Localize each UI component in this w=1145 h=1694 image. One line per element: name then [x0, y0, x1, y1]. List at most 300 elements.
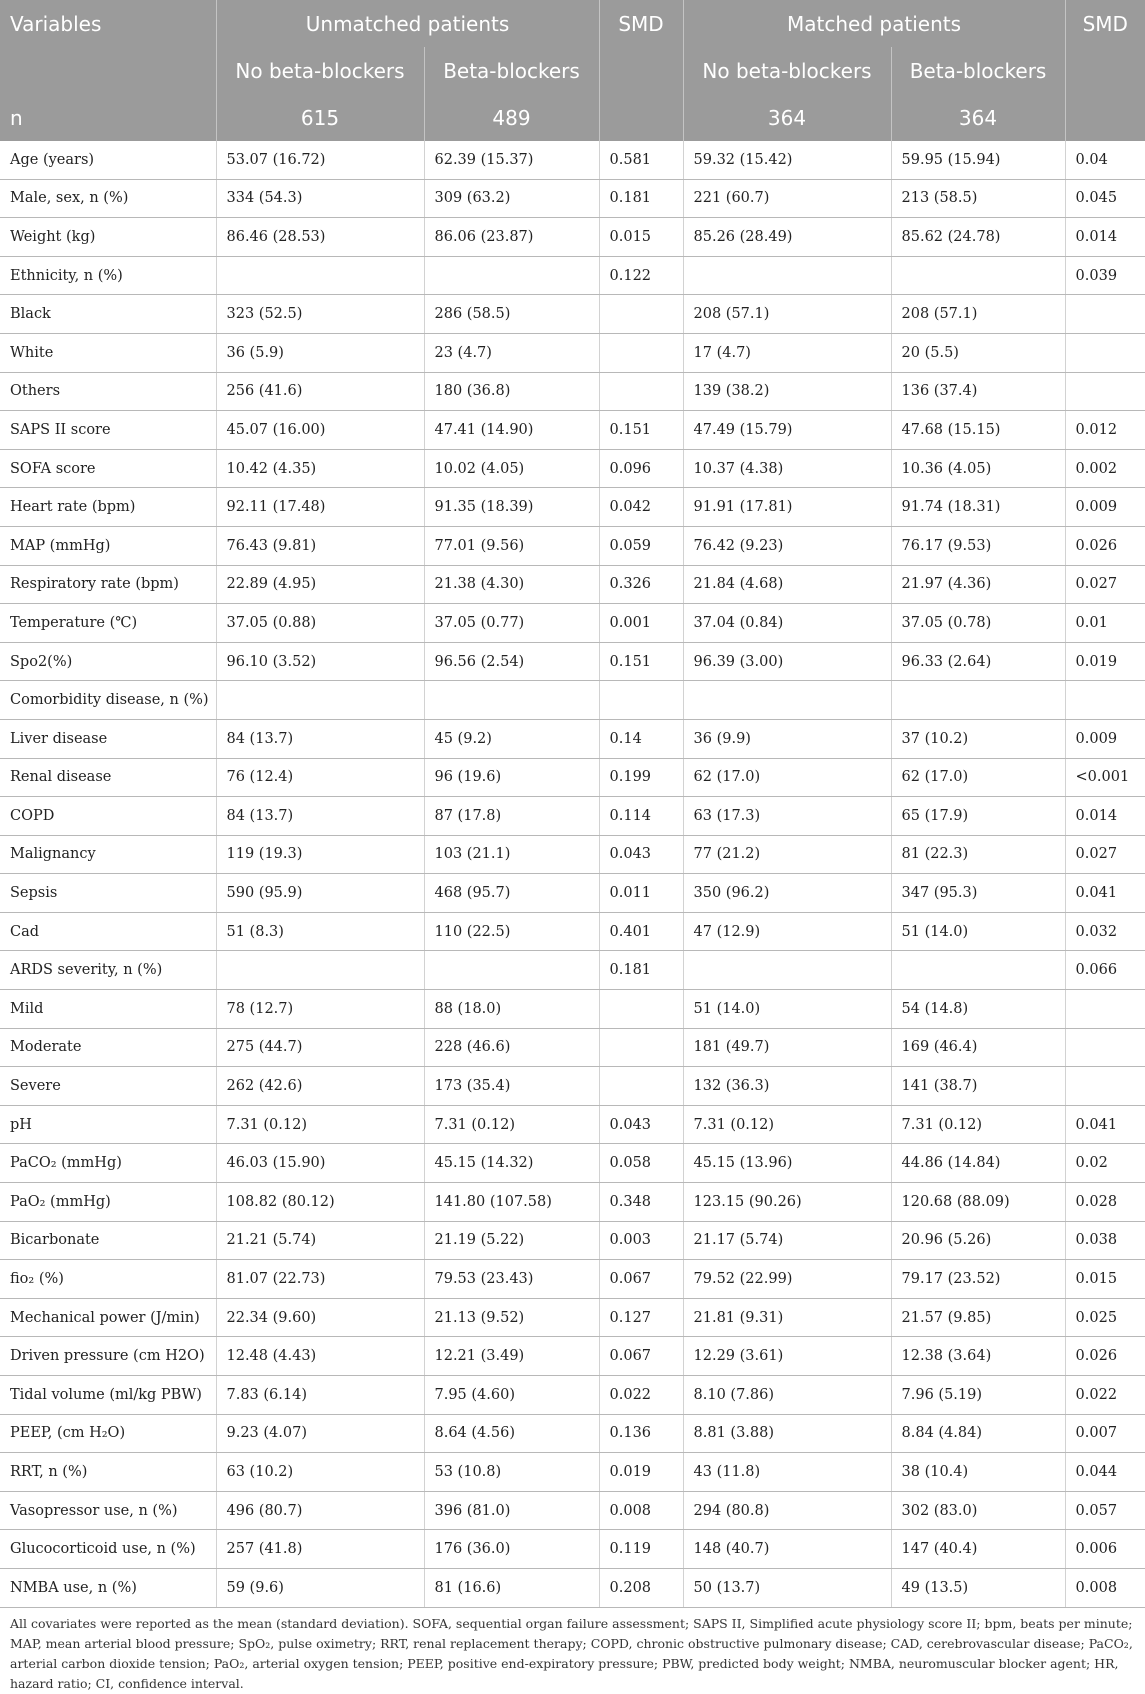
matched-no-bb-value: 62 (17.0) [683, 758, 891, 797]
matched-smd: 0.01 [1065, 604, 1145, 643]
matched-smd [1065, 372, 1145, 411]
unmatched-no-bb-value: 7.31 (0.12) [216, 1105, 424, 1144]
matched-no-bb-value: 63 (17.3) [683, 797, 891, 836]
unmatched-no-bb-value: 59 (9.6) [216, 1568, 424, 1607]
unmatched-smd: 0.181 [599, 951, 683, 990]
unmatched-smd: 0.011 [599, 874, 683, 913]
matched-smd: 0.028 [1065, 1183, 1145, 1222]
table-row [0, 1298, 1145, 1337]
matched-no-bb-value: 77 (21.2) [683, 835, 891, 874]
header-unmatched-no-beta-blockers: No beta-blockers [216, 47, 424, 94]
unmatched-no-bb-value: 22.89 (4.95) [216, 565, 424, 604]
matched-no-bb-value: 8.81 (3.88) [683, 1414, 891, 1453]
unmatched-smd [599, 990, 683, 1029]
table-row [0, 835, 1145, 874]
matched-smd [1065, 1067, 1145, 1106]
unmatched-smd: 0.326 [599, 565, 683, 604]
unmatched-no-bb-value: 84 (13.7) [216, 797, 424, 836]
matched-smd: 0.008 [1065, 1568, 1145, 1607]
matched-no-bb-value: 21.84 (4.68) [683, 565, 891, 604]
unmatched-no-bb-value: 96.10 (3.52) [216, 642, 424, 681]
matched-smd: 0.044 [1065, 1453, 1145, 1492]
unmatched-bb-value: 7.31 (0.12) [424, 1105, 599, 1144]
unmatched-no-bb-value: 12.48 (4.43) [216, 1337, 424, 1376]
matched-bb-value: 44.86 (14.84) [891, 1144, 1065, 1183]
unmatched-bb-value: 110 (22.5) [424, 912, 599, 951]
matched-smd: 0.009 [1065, 488, 1145, 527]
variable-name: Liver disease [0, 719, 216, 758]
table-row [0, 912, 1145, 951]
unmatched-bb-value: 12.21 (3.49) [424, 1337, 599, 1376]
table-row [0, 874, 1145, 913]
table-row [0, 1067, 1145, 1106]
unmatched-smd: 0.114 [599, 797, 683, 836]
unmatched-smd: 0.059 [599, 526, 683, 565]
unmatched-smd: 0.127 [599, 1298, 683, 1337]
unmatched-bb-value: 468 (95.7) [424, 874, 599, 913]
matched-smd: 0.066 [1065, 951, 1145, 990]
unmatched-smd: 0.022 [599, 1376, 683, 1415]
matched-no-bb-value: 139 (38.2) [683, 372, 891, 411]
unmatched-bb-value: 21.19 (5.22) [424, 1221, 599, 1260]
variable-name: Age (years) [0, 141, 216, 179]
matched-bb-value: 8.84 (4.84) [891, 1414, 1065, 1453]
variable-name: Weight (kg) [0, 218, 216, 257]
variable-name: Ethnicity, n (%) [0, 256, 216, 295]
matched-no-bb-value: 45.15 (13.96) [683, 1144, 891, 1183]
matched-no-bb-value: 79.52 (22.99) [683, 1260, 891, 1299]
matched-bb-value: 47.68 (15.15) [891, 411, 1065, 450]
matched-no-bb-value: 7.31 (0.12) [683, 1105, 891, 1144]
unmatched-bb-value: 21.38 (4.30) [424, 565, 599, 604]
table-row [0, 1414, 1145, 1453]
unmatched-smd: 0.042 [599, 488, 683, 527]
unmatched-no-bb-value: 45.07 (16.00) [216, 411, 424, 450]
header-empty [1065, 94, 1145, 141]
unmatched-smd: 0.151 [599, 411, 683, 450]
unmatched-smd: 0.151 [599, 642, 683, 681]
variable-name: SOFA score [0, 449, 216, 488]
matched-smd: 0.045 [1065, 179, 1145, 218]
table-row [0, 1530, 1145, 1569]
table-header [0, 0, 1145, 141]
unmatched-no-bb-value: 108.82 (80.12) [216, 1183, 424, 1222]
table-footnote: All covariates were reported as the mean (standard deviation). SOFA, sequential organ failure assessment; SAPS II, Simplified acute physiology score II; bpm, beats per minute; MAP, mean arterial blood pressure; SpO₂, pulse oximetry; RRT, renal replacement therapy; COPD, chronic obstructive pulmonary disease; CAD, cerebrovascular disease; PaCO₂, arterial carbon dioxide tension; PaO₂, arterial oxygen tension; PEEP, positive end-expiratory pressure; PBW, predicted body weight; NMBA, neuromuscular blocker agent; HR, hazard ratio; CI, confidence interval. [10, 1615, 1133, 1691]
variable-name: Sepsis [0, 874, 216, 913]
table-row [0, 449, 1145, 488]
variable-name: Bicarbonate [0, 1221, 216, 1260]
table-row [0, 1453, 1145, 1492]
matched-smd: 0.041 [1065, 874, 1145, 913]
variable-name: Others [0, 372, 216, 411]
unmatched-bb-value: 62.39 (15.37) [424, 141, 599, 179]
matched-bb-value: 51 (14.0) [891, 912, 1065, 951]
header-row-groups [0, 0, 1145, 47]
unmatched-no-bb-value: 323 (52.5) [216, 295, 424, 334]
unmatched-bb-value: 88 (18.0) [424, 990, 599, 1029]
table-row [0, 295, 1145, 334]
header-matched-patients: Matched patients [683, 0, 1065, 47]
table-row [0, 681, 1145, 720]
table-row [0, 990, 1145, 1029]
unmatched-no-bb-value: 78 (12.7) [216, 990, 424, 1029]
variable-name: Mild [0, 990, 216, 1029]
matched-no-bb-value [683, 256, 891, 295]
unmatched-no-bb-value: 7.83 (6.14) [216, 1376, 424, 1415]
variable-name: Respiratory rate (bpm) [0, 565, 216, 604]
matched-bb-value: 62 (17.0) [891, 758, 1065, 797]
matched-smd: 0.02 [1065, 1144, 1145, 1183]
matched-no-bb-value: 37.04 (0.84) [683, 604, 891, 643]
unmatched-smd: 0.003 [599, 1221, 683, 1260]
unmatched-bb-value: 309 (63.2) [424, 179, 599, 218]
matched-smd: 0.041 [1065, 1105, 1145, 1144]
matched-no-bb-value: 59.32 (15.42) [683, 141, 891, 179]
matched-bb-value: 81 (22.3) [891, 835, 1065, 874]
variable-name: White [0, 333, 216, 372]
unmatched-no-bb-value: 84 (13.7) [216, 719, 424, 758]
variable-name: Glucocorticoid use, n (%) [0, 1530, 216, 1569]
unmatched-bb-value: 53 (10.8) [424, 1453, 599, 1492]
unmatched-no-bb-value: 76.43 (9.81) [216, 526, 424, 565]
matched-smd: 0.057 [1065, 1491, 1145, 1530]
matched-no-bb-value [683, 951, 891, 990]
matched-smd [1065, 333, 1145, 372]
unmatched-no-bb-value: 21.21 (5.74) [216, 1221, 424, 1260]
matched-no-bb-value: 76.42 (9.23) [683, 526, 891, 565]
unmatched-no-bb-value: 53.07 (16.72) [216, 141, 424, 179]
table-row [0, 758, 1145, 797]
variable-name: SAPS II score [0, 411, 216, 450]
matched-bb-value: 76.17 (9.53) [891, 526, 1065, 565]
variable-name: Vasopressor use, n (%) [0, 1491, 216, 1530]
matched-bb-value: 38 (10.4) [891, 1453, 1065, 1492]
unmatched-smd [599, 295, 683, 334]
unmatched-no-bb-value [216, 256, 424, 295]
matched-bb-value: 91.74 (18.31) [891, 488, 1065, 527]
matched-bb-value: 302 (83.0) [891, 1491, 1065, 1530]
unmatched-smd: 0.14 [599, 719, 683, 758]
matched-bb-value: 147 (40.4) [891, 1530, 1065, 1569]
header-smd-matched: SMD [1065, 0, 1145, 47]
unmatched-no-bb-value: 76 (12.4) [216, 758, 424, 797]
header-unmatched-patients: Unmatched patients [216, 0, 599, 47]
variable-name: RRT, n (%) [0, 1453, 216, 1492]
table-row [0, 951, 1145, 990]
unmatched-no-bb-value: 590 (95.9) [216, 874, 424, 913]
unmatched-smd [599, 372, 683, 411]
unmatched-no-bb-value: 496 (80.7) [216, 1491, 424, 1530]
unmatched-bb-value: 37.05 (0.77) [424, 604, 599, 643]
variable-name: Renal disease [0, 758, 216, 797]
matched-bb-value: 96.33 (2.64) [891, 642, 1065, 681]
table-row [0, 1337, 1145, 1376]
unmatched-smd: 0.181 [599, 179, 683, 218]
unmatched-bb-value [424, 951, 599, 990]
unmatched-no-bb-value: 334 (54.3) [216, 179, 424, 218]
unmatched-bb-value: 81 (16.6) [424, 1568, 599, 1607]
matched-bb-value: 65 (17.9) [891, 797, 1065, 836]
matched-smd: 0.025 [1065, 1298, 1145, 1337]
matched-bb-value: 208 (57.1) [891, 295, 1065, 334]
unmatched-no-bb-value: 81.07 (22.73) [216, 1260, 424, 1299]
unmatched-smd: 0.208 [599, 1568, 683, 1607]
unmatched-smd: 0.067 [599, 1260, 683, 1299]
matched-no-bb-value: 47.49 (15.79) [683, 411, 891, 450]
unmatched-no-bb-value [216, 681, 424, 720]
table-row [0, 1260, 1145, 1299]
variable-name: Driven pressure (cm H2O) [0, 1337, 216, 1376]
matched-no-bb-value: 43 (11.8) [683, 1453, 891, 1492]
unmatched-no-bb-value: 119 (19.3) [216, 835, 424, 874]
matched-no-bb-value: 21.81 (9.31) [683, 1298, 891, 1337]
unmatched-smd [599, 1067, 683, 1106]
unmatched-bb-value: 8.64 (4.56) [424, 1414, 599, 1453]
unmatched-bb-value: 7.95 (4.60) [424, 1376, 599, 1415]
unmatched-bb-value [424, 256, 599, 295]
matched-bb-value [891, 951, 1065, 990]
table-row [0, 1221, 1145, 1260]
matched-bb-value: 20 (5.5) [891, 333, 1065, 372]
matched-no-bb-value: 50 (13.7) [683, 1568, 891, 1607]
unmatched-no-bb-value: 262 (42.6) [216, 1067, 424, 1106]
unmatched-no-bb-value: 9.23 (4.07) [216, 1414, 424, 1453]
unmatched-bb-value: 79.53 (23.43) [424, 1260, 599, 1299]
matched-smd: 0.006 [1065, 1530, 1145, 1569]
unmatched-bb-value: 86.06 (23.87) [424, 218, 599, 257]
matched-no-bb-value: 208 (57.1) [683, 295, 891, 334]
matched-smd: 0.026 [1065, 526, 1145, 565]
variable-name: PEEP, (cm H₂O) [0, 1414, 216, 1453]
unmatched-bb-value: 87 (17.8) [424, 797, 599, 836]
matched-smd [1065, 681, 1145, 720]
matched-bb-value: 12.38 (3.64) [891, 1337, 1065, 1376]
header-unmatched-beta-blockers: Beta-blockers [424, 47, 599, 94]
matched-smd: 0.039 [1065, 256, 1145, 295]
unmatched-bb-value: 228 (46.6) [424, 1028, 599, 1067]
table-row [0, 372, 1145, 411]
unmatched-bb-value: 103 (21.1) [424, 835, 599, 874]
variable-name: Spo2(%) [0, 642, 216, 681]
variable-name: ARDS severity, n (%) [0, 951, 216, 990]
unmatched-no-bb-value: 86.46 (28.53) [216, 218, 424, 257]
table-row [0, 526, 1145, 565]
table-row [0, 488, 1145, 527]
table-row [0, 1376, 1145, 1415]
matched-no-bb-value: 10.37 (4.38) [683, 449, 891, 488]
matched-bb-value: 20.96 (5.26) [891, 1221, 1065, 1260]
unmatched-smd: 0.015 [599, 218, 683, 257]
header-empty [0, 47, 216, 94]
unmatched-smd: 0.096 [599, 449, 683, 488]
matched-smd: 0.002 [1065, 449, 1145, 488]
unmatched-smd: 0.581 [599, 141, 683, 179]
header-n-label: n [0, 94, 216, 141]
matched-no-bb-value: 221 (60.7) [683, 179, 891, 218]
header-n-matched-bb: 364 [891, 94, 1065, 141]
variable-name: Tidal volume (ml/kg PBW) [0, 1376, 216, 1415]
variable-name: Black [0, 295, 216, 334]
unmatched-bb-value: 180 (36.8) [424, 372, 599, 411]
matched-bb-value: 120.68 (88.09) [891, 1183, 1065, 1222]
matched-no-bb-value: 17 (4.7) [683, 333, 891, 372]
unmatched-smd: 0.199 [599, 758, 683, 797]
table-row [0, 642, 1145, 681]
matched-bb-value: 7.31 (0.12) [891, 1105, 1065, 1144]
matched-no-bb-value: 181 (49.7) [683, 1028, 891, 1067]
matched-bb-value: 59.95 (15.94) [891, 141, 1065, 179]
header-n-unmatched-bb: 489 [424, 94, 599, 141]
matched-bb-value: 49 (13.5) [891, 1568, 1065, 1607]
unmatched-bb-value: 45 (9.2) [424, 719, 599, 758]
variable-name: Male, sex, n (%) [0, 179, 216, 218]
unmatched-smd: 0.043 [599, 1105, 683, 1144]
matched-bb-value: 10.36 (4.05) [891, 449, 1065, 488]
matched-smd [1065, 990, 1145, 1029]
matched-bb-value: 37.05 (0.78) [891, 604, 1065, 643]
table-row [0, 797, 1145, 836]
unmatched-no-bb-value [216, 951, 424, 990]
table-row [0, 179, 1145, 218]
variable-name: MAP (mmHg) [0, 526, 216, 565]
table-row [0, 218, 1145, 257]
matched-no-bb-value: 148 (40.7) [683, 1530, 891, 1569]
matched-bb-value: 347 (95.3) [891, 874, 1065, 913]
unmatched-bb-value: 396 (81.0) [424, 1491, 599, 1530]
matched-smd: 0.014 [1065, 797, 1145, 836]
variable-name: Malignancy [0, 835, 216, 874]
variable-name: Cad [0, 912, 216, 951]
matched-bb-value [891, 256, 1065, 295]
matched-smd: 0.04 [1065, 141, 1145, 179]
matched-bb-value: 7.96 (5.19) [891, 1376, 1065, 1415]
variable-name: NMBA use, n (%) [0, 1568, 216, 1607]
matched-no-bb-value: 36 (9.9) [683, 719, 891, 758]
matched-bb-value: 141 (38.7) [891, 1067, 1065, 1106]
variable-name: Heart rate (bpm) [0, 488, 216, 527]
unmatched-smd: 0.008 [599, 1491, 683, 1530]
matched-no-bb-value: 91.91 (17.81) [683, 488, 891, 527]
unmatched-smd [599, 681, 683, 720]
unmatched-no-bb-value: 92.11 (17.48) [216, 488, 424, 527]
matched-no-bb-value: 294 (80.8) [683, 1491, 891, 1530]
unmatched-no-bb-value: 22.34 (9.60) [216, 1298, 424, 1337]
variable-name: Moderate [0, 1028, 216, 1067]
matched-bb-value: 169 (46.4) [891, 1028, 1065, 1067]
unmatched-no-bb-value: 51 (8.3) [216, 912, 424, 951]
unmatched-smd: 0.119 [599, 1530, 683, 1569]
table-row [0, 141, 1145, 179]
unmatched-bb-value: 45.15 (14.32) [424, 1144, 599, 1183]
unmatched-no-bb-value: 36 (5.9) [216, 333, 424, 372]
unmatched-bb-value: 21.13 (9.52) [424, 1298, 599, 1337]
matched-smd [1065, 295, 1145, 334]
unmatched-smd: 0.019 [599, 1453, 683, 1492]
matched-smd: 0.027 [1065, 565, 1145, 604]
variable-name: Severe [0, 1067, 216, 1106]
header-smd-unmatched: SMD [599, 0, 683, 47]
header-matched-no-beta-blockers: No beta-blockers [683, 47, 891, 94]
variable-name: pH [0, 1105, 216, 1144]
unmatched-smd: 0.001 [599, 604, 683, 643]
unmatched-smd: 0.136 [599, 1414, 683, 1453]
header-row-groups-sub [0, 47, 1145, 94]
header-empty [1065, 47, 1145, 94]
unmatched-no-bb-value: 37.05 (0.88) [216, 604, 424, 643]
table-row [0, 256, 1145, 295]
unmatched-bb-value [424, 681, 599, 720]
matched-no-bb-value: 12.29 (3.61) [683, 1337, 891, 1376]
unmatched-bb-value: 77.01 (9.56) [424, 526, 599, 565]
table-row [0, 411, 1145, 450]
header-row-n [0, 94, 1145, 141]
unmatched-no-bb-value: 257 (41.8) [216, 1530, 424, 1569]
table-row [0, 719, 1145, 758]
unmatched-smd: 0.348 [599, 1183, 683, 1222]
header-matched-beta-blockers: Beta-blockers [891, 47, 1065, 94]
variable-name: PaO₂ (mmHg) [0, 1183, 216, 1222]
matched-smd: 0.022 [1065, 1376, 1145, 1415]
matched-no-bb-value: 47 (12.9) [683, 912, 891, 951]
matched-no-bb-value [683, 681, 891, 720]
matched-no-bb-value: 85.26 (28.49) [683, 218, 891, 257]
matched-smd: 0.032 [1065, 912, 1145, 951]
unmatched-bb-value: 176 (36.0) [424, 1530, 599, 1569]
unmatched-bb-value: 23 (4.7) [424, 333, 599, 372]
unmatched-bb-value: 10.02 (4.05) [424, 449, 599, 488]
table-row [0, 1183, 1145, 1222]
table-row [0, 565, 1145, 604]
matched-bb-value: 37 (10.2) [891, 719, 1065, 758]
header-variables: Variables [0, 0, 216, 47]
matched-bb-value: 213 (58.5) [891, 179, 1065, 218]
unmatched-smd [599, 333, 683, 372]
variable-name: Comorbidity disease, n (%) [0, 681, 216, 720]
matched-bb-value: 79.17 (23.52) [891, 1260, 1065, 1299]
unmatched-bb-value: 141.80 (107.58) [424, 1183, 599, 1222]
matched-no-bb-value: 132 (36.3) [683, 1067, 891, 1106]
matched-no-bb-value: 8.10 (7.86) [683, 1376, 891, 1415]
table-row [0, 1028, 1145, 1067]
table-body [0, 141, 1145, 1607]
unmatched-bb-value: 286 (58.5) [424, 295, 599, 334]
variable-name: Mechanical power (J/min) [0, 1298, 216, 1337]
unmatched-no-bb-value: 10.42 (4.35) [216, 449, 424, 488]
unmatched-bb-value: 96 (19.6) [424, 758, 599, 797]
unmatched-bb-value: 96.56 (2.54) [424, 642, 599, 681]
matched-smd [1065, 1028, 1145, 1067]
unmatched-smd [599, 1028, 683, 1067]
unmatched-no-bb-value: 63 (10.2) [216, 1453, 424, 1492]
matched-smd: 0.009 [1065, 719, 1145, 758]
variable-name: Temperature (℃) [0, 604, 216, 643]
variable-name: COPD [0, 797, 216, 836]
matched-no-bb-value: 96.39 (3.00) [683, 642, 891, 681]
matched-bb-value: 54 (14.8) [891, 990, 1065, 1029]
unmatched-no-bb-value: 46.03 (15.90) [216, 1144, 424, 1183]
table-row [0, 1144, 1145, 1183]
matched-bb-value: 85.62 (24.78) [891, 218, 1065, 257]
matched-smd: 0.026 [1065, 1337, 1145, 1376]
matched-no-bb-value: 123.15 (90.26) [683, 1183, 891, 1222]
matched-smd: 0.038 [1065, 1221, 1145, 1260]
matched-no-bb-value: 21.17 (5.74) [683, 1221, 891, 1260]
table-row [0, 333, 1145, 372]
matched-smd: 0.012 [1065, 411, 1145, 450]
table-row [0, 1491, 1145, 1530]
header-n-matched-no-bb: 364 [683, 94, 891, 141]
header-empty [599, 94, 683, 141]
